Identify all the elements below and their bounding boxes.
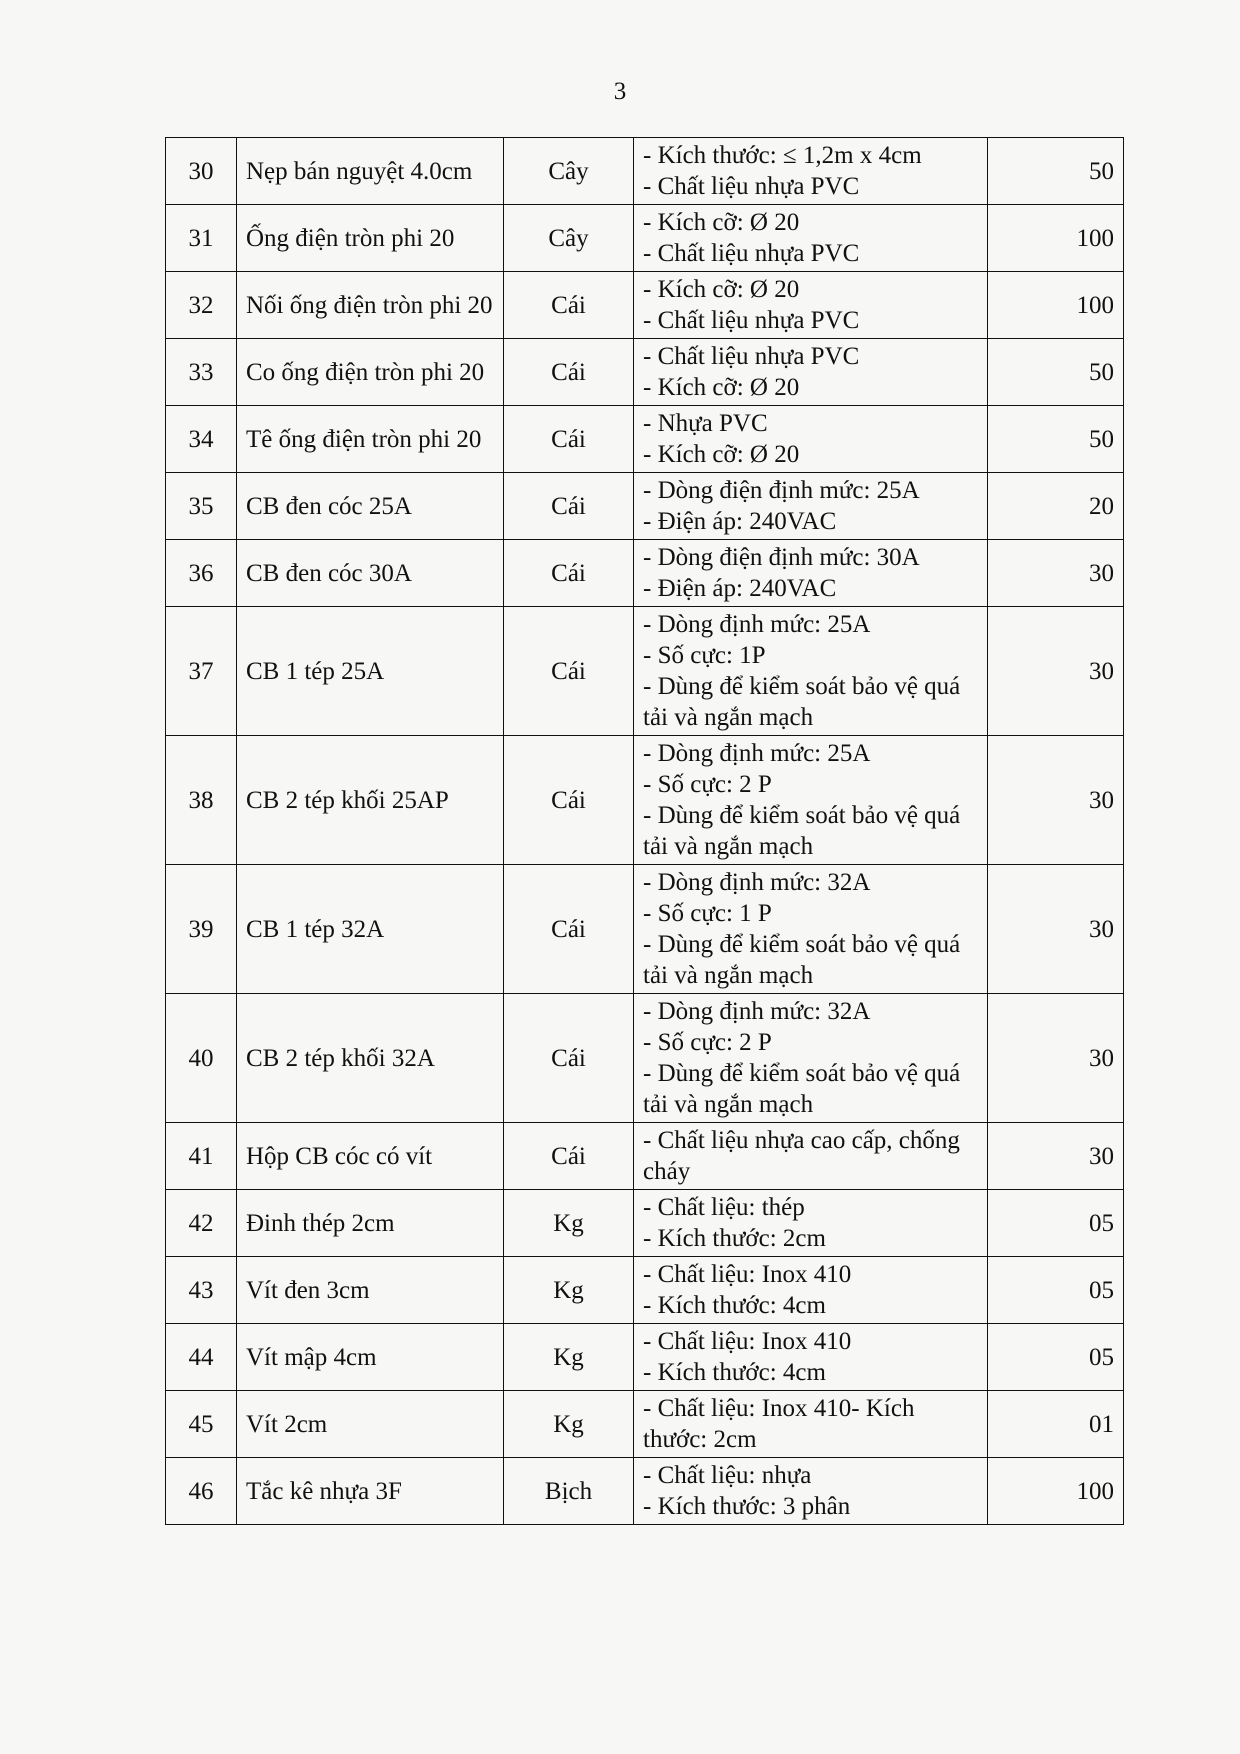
table-body [166,138,1124,1525]
item-spec-cell [634,205,988,272]
spec-line: - Chất liệu: Inox 410 [643,1328,852,1355]
item-spec-cell [634,138,988,205]
item-name-cell: Hộp CB cóc có vít [237,1123,504,1190]
spec-line: - Chất liệu: Inox 410 [643,1261,852,1288]
spec-line: - Số cực: 2 P [643,771,772,798]
item-quantity-cell: 50 [988,406,1124,473]
item-name-cell: Vít đen 3cm [237,1257,504,1324]
item-number-cell: 44 [166,1324,237,1391]
item-number-cell: 46 [166,1458,237,1525]
item-number-cell: 38 [166,736,237,865]
spec-line: - Dòng định mức: 25A [643,611,871,638]
item-quantity-cell: 50 [988,339,1124,406]
item-number-cell: 42 [166,1190,237,1257]
item-number-cell: 33 [166,339,237,406]
table-row [166,994,1124,1123]
spec-line: - Chất liệu: nhựa [643,1462,812,1489]
item-number-cell: 35 [166,473,237,540]
table-row [166,205,1124,272]
item-spec-cell [634,994,988,1123]
item-spec-cell [634,339,988,406]
item-name-cell: CB 2 tép khối 25AP [237,736,504,865]
spec-line: - Kích cỡ: Ø 20 [643,209,800,236]
table-row [166,1123,1124,1190]
page-number: 3 [613,78,627,105]
item-quantity-cell: 30 [988,540,1124,607]
item-quantity-cell: 05 [988,1257,1124,1324]
spec-line: - Kích thước: 3 phân [643,1493,851,1520]
table-row [166,1391,1124,1458]
spec-line: - Kích thước: 4cm [643,1359,826,1386]
item-spec-cell [634,1324,988,1391]
item-number-cell: 31 [166,205,237,272]
item-quantity-cell: 100 [988,272,1124,339]
table-row [166,540,1124,607]
spec-line: - Chất liệu nhựa PVC [643,307,860,334]
item-quantity-cell: 01 [988,1391,1124,1458]
item-unit-cell: Cái [504,406,634,473]
spec-line: - Chất liệu nhựa PVC [643,240,860,267]
item-quantity-cell: 05 [988,1190,1124,1257]
item-unit-cell: Cái [504,994,634,1123]
item-number-cell: 30 [166,138,237,205]
item-number-cell: 34 [166,406,237,473]
item-name-cell: CB 1 tép 32A [237,865,504,994]
item-spec-cell [634,540,988,607]
table-row [166,138,1124,205]
item-name-cell: Co ống điện tròn phi 20 [237,339,504,406]
item-quantity-cell: 05 [988,1324,1124,1391]
spec-line: - Dùng để kiểm soát bảo vệ quá tải và ngắn mạch [643,931,961,989]
spec-line: - Chất liệu nhựa cao cấp, chống cháy [643,1127,960,1185]
item-spec-cell [634,736,988,865]
item-unit-cell: Cái [504,736,634,865]
table-row [166,865,1124,994]
item-quantity-cell: 50 [988,138,1124,205]
table-row [166,406,1124,473]
item-spec-cell [634,1458,988,1525]
item-unit-cell: Kg [504,1257,634,1324]
spec-line: - Kích cỡ: Ø 20 [643,441,800,468]
item-quantity-cell: 100 [988,205,1124,272]
spec-line: - Dùng để kiểm soát bảo vệ quá tải và ngắn mạch [643,1060,961,1118]
table-row [166,1324,1124,1391]
spec-line: - Kích thước: ≤ 1,2m x 4cm [643,142,922,169]
table-row [166,736,1124,865]
item-number-cell: 43 [166,1257,237,1324]
item-spec-cell [634,1123,988,1190]
spec-line: - Chất liệu: thép [643,1194,805,1221]
item-quantity-cell: 30 [988,865,1124,994]
item-unit-cell: Cái [504,1123,634,1190]
spec-line: - Nhựa PVC [643,410,768,437]
item-name-cell: Ống điện tròn phi 20 [237,205,504,272]
item-number-cell: 39 [166,865,237,994]
spec-line: - Dòng điện định mức: 30A [643,544,920,571]
spec-line: - Điện áp: 240VAC [643,508,837,535]
item-spec-cell [634,406,988,473]
item-quantity-cell: 30 [988,1123,1124,1190]
table-row [166,473,1124,540]
item-name-cell: CB đen cóc 25A [237,473,504,540]
item-number-cell: 45 [166,1391,237,1458]
item-unit-cell: Kg [504,1391,634,1458]
spec-line: - Kích thước: 2cm [643,1225,826,1252]
item-quantity-cell: 30 [988,736,1124,865]
spec-line: - Dòng điện định mức: 25A [643,477,920,504]
item-number-cell: 40 [166,994,237,1123]
item-spec-cell [634,1257,988,1324]
item-unit-cell: Kg [504,1324,634,1391]
table-row [166,607,1124,736]
item-unit-cell: Bịch [504,1458,634,1525]
item-name-cell: CB 1 tép 25A [237,607,504,736]
spec-line: - Số cực: 1P [643,642,766,669]
table-row [166,339,1124,406]
table-row [166,272,1124,339]
item-name-cell: Nẹp bán nguyệt 4.0cm [237,138,504,205]
spec-line: - Kích cỡ: Ø 20 [643,374,800,401]
item-spec-cell [634,607,988,736]
spec-line: - Dòng định mức: 32A [643,998,871,1025]
item-unit-cell: Cái [504,607,634,736]
item-spec-cell [634,865,988,994]
item-unit-cell: Cái [504,272,634,339]
table-row [166,1190,1124,1257]
item-unit-cell: Cái [504,339,634,406]
spec-line: - Chất liệu: Inox 410- Kích thước: 2cm [643,1395,915,1453]
spec-line: - Dòng định mức: 32A [643,869,871,896]
spec-line: - Dùng để kiểm soát bảo vệ quá tải và ngắn mạch [643,802,961,860]
item-name-cell: Nối ống điện tròn phi 20 [237,272,504,339]
item-quantity-cell: 30 [988,994,1124,1123]
spec-line: - Số cực: 1 P [643,900,772,927]
item-number-cell: 32 [166,272,237,339]
item-spec-cell [634,473,988,540]
spec-line: - Chất liệu nhựa PVC [643,343,860,370]
materials-table [165,137,1124,1525]
item-unit-cell: Kg [504,1190,634,1257]
spec-line: - Dòng định mức: 25A [643,740,871,767]
item-number-cell: 41 [166,1123,237,1190]
item-spec-cell [634,1190,988,1257]
item-spec-cell [634,272,988,339]
item-quantity-cell: 30 [988,607,1124,736]
item-name-cell: Đinh thép 2cm [237,1190,504,1257]
item-unit-cell: Cái [504,473,634,540]
item-unit-cell: Cái [504,540,634,607]
spec-line: - Chất liệu nhựa PVC [643,173,860,200]
item-name-cell: Vít mập 4cm [237,1324,504,1391]
item-name-cell: CB đen cóc 30A [237,540,504,607]
spec-line: - Điện áp: 240VAC [643,575,837,602]
spec-line: - Kích thước: 4cm [643,1292,826,1319]
spec-line: - Dùng để kiểm soát bảo vệ quá tải và ngắn mạch [643,673,961,731]
item-unit-cell: Cái [504,865,634,994]
item-spec-cell [634,1391,988,1458]
item-unit-cell: Cây [504,138,634,205]
item-quantity-cell: 100 [988,1458,1124,1525]
item-number-cell: 36 [166,540,237,607]
spec-line: - Kích cỡ: Ø 20 [643,276,800,303]
item-number-cell: 37 [166,607,237,736]
table-row [166,1458,1124,1525]
item-unit-cell: Cây [504,205,634,272]
spec-line: - Số cực: 2 P [643,1029,772,1056]
item-name-cell: Tê ống điện tròn phi 20 [237,406,504,473]
item-name-cell: Tắc kê nhựa 3F [237,1458,504,1525]
item-quantity-cell: 20 [988,473,1124,540]
table-row [166,1257,1124,1324]
item-name-cell: Vít 2cm [237,1391,504,1458]
item-name-cell: CB 2 tép khối 32A [237,994,504,1123]
